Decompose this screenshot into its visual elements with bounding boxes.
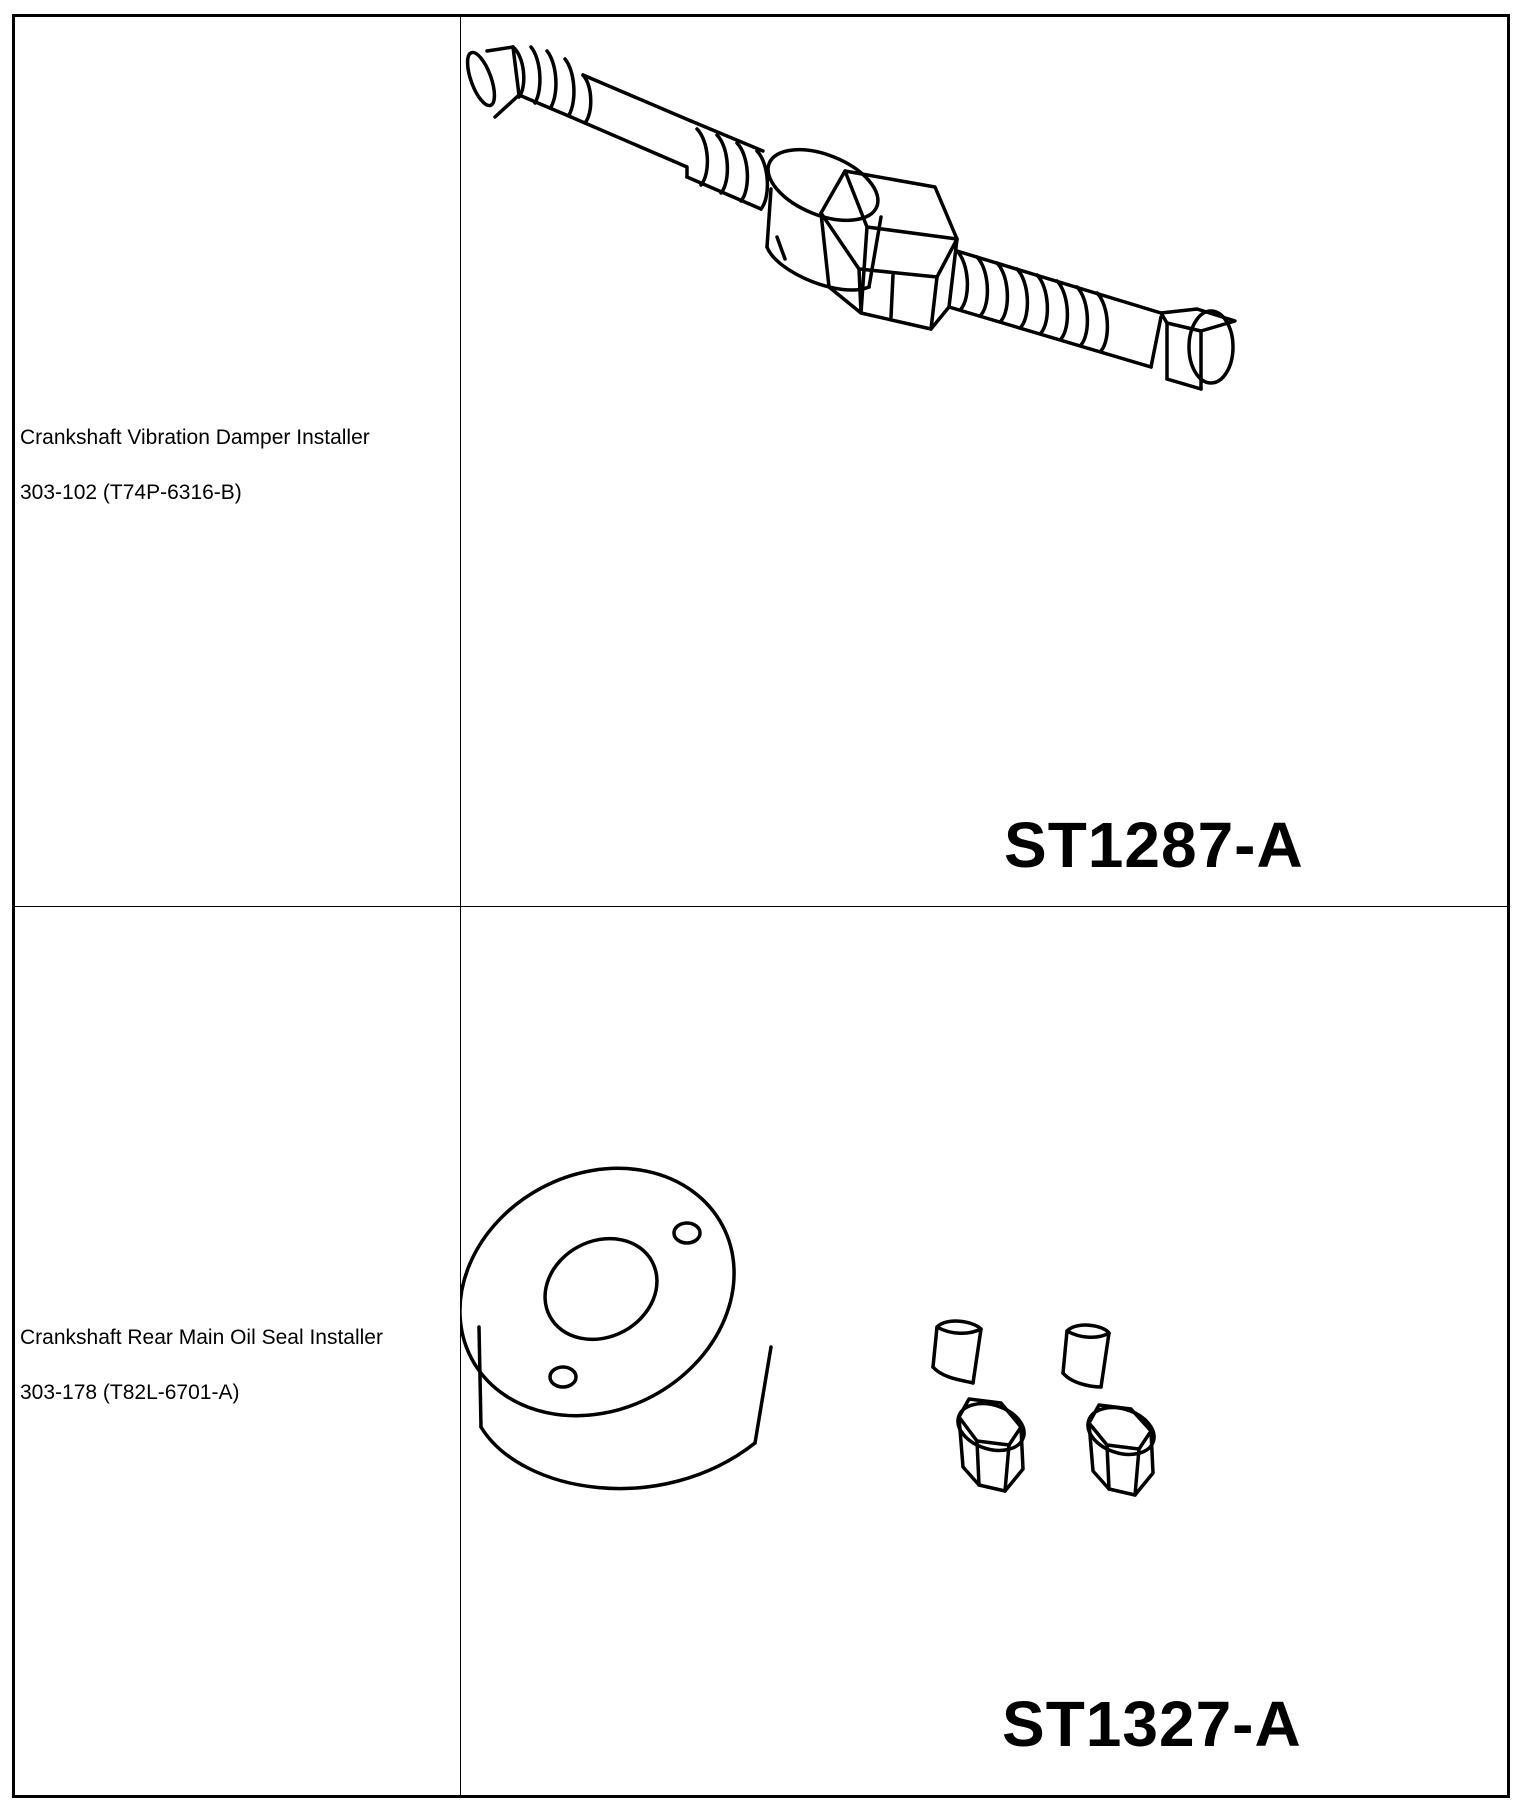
tool-name: Crankshaft Rear Main Oil Seal Installer <box>20 1326 383 1349</box>
tool-description-cell <box>15 907 461 1795</box>
special-tools-table <box>12 14 1510 1798</box>
tool-number: 303-178 (T82L-6701-A) <box>20 1381 240 1404</box>
figure-reference-code: ST1287-A <box>1004 809 1304 881</box>
tool-name: Crankshaft Vibration Damper Installer <box>20 426 370 449</box>
tool-illustration-cell <box>461 17 1507 906</box>
seal-installer-disc-and-bolts-icon <box>461 907 1510 1795</box>
tool-number: 303-102 (T74P-6316-B) <box>20 481 242 504</box>
figure-reference-code: ST1327-A <box>1002 1688 1302 1760</box>
tool-illustration-cell <box>461 907 1507 1795</box>
tool-row <box>15 907 1507 1795</box>
tool-row <box>15 17 1507 907</box>
damper-installer-screw-icon <box>461 17 1510 907</box>
tool-description-cell <box>15 17 461 906</box>
